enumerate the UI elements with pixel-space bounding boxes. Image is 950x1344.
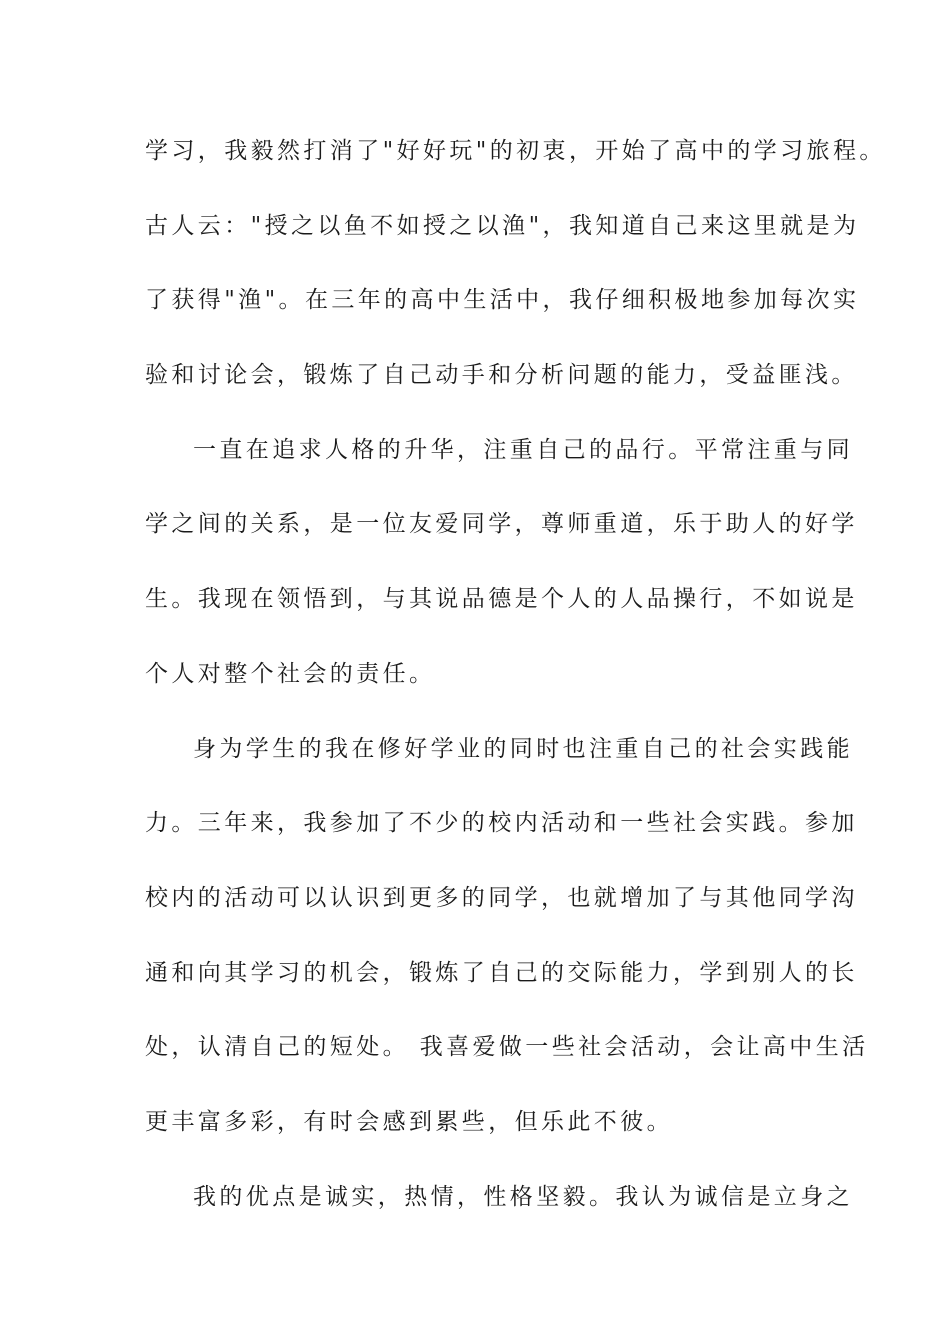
text-line-10: 力。三年来，我参加了不少的校内活动和一些社会实践。参加 — [145, 810, 858, 837]
text-line-9: 身为学生的我在修好学业的同时也注重自己的社会实践能 — [193, 735, 853, 762]
text-line-1: 学习，我毅然打消了"好好玩"的初衷，开始了高中的学习旅程。 — [145, 138, 886, 164]
text-line-15: 我的优点是诚实，热情，性格坚毅。我认为诚信是立身之 — [193, 1183, 853, 1210]
text-line-6: 学之间的关系，是一位友爱同学，尊师重道，乐于助人的好学 — [145, 511, 858, 538]
text-line-5: 一直在追求人格的升华，注重自己的品行。平常注重与同 — [193, 436, 853, 463]
text-line-4: 验和讨论会，锻炼了自己动手和分析问题的能力，受益匪浅。 — [145, 362, 858, 389]
text-line-14: 更丰富多彩，有时会感到累些，但乐此不彼。 — [145, 1108, 673, 1135]
text-line-7: 生。我现在领悟到，与其说品德是个人的人品操行，不如说是 — [145, 586, 858, 613]
text-line-3: 了获得"渔"。在三年的高中生活中，我仔细积极地参加每次实 — [145, 287, 860, 314]
text-line-11: 校内的活动可以认识到更多的同学，也就增加了与其他同学沟 — [145, 884, 858, 911]
text-line-12: 通和向其学习的机会，锻炼了自己的交际能力，学到别人的长 — [145, 959, 858, 986]
text-line-2: 古人云："授之以鱼不如授之以渔"，我知道自己来这里就是为 — [145, 212, 860, 239]
text-line-13: 处，认清自己的短处。 我喜爱做一些社会活动，会让高中生活 — [145, 1034, 869, 1061]
body-text — [145, 128, 886, 1248]
text-line-8: 个人对整个社会的责任。 — [145, 660, 436, 687]
